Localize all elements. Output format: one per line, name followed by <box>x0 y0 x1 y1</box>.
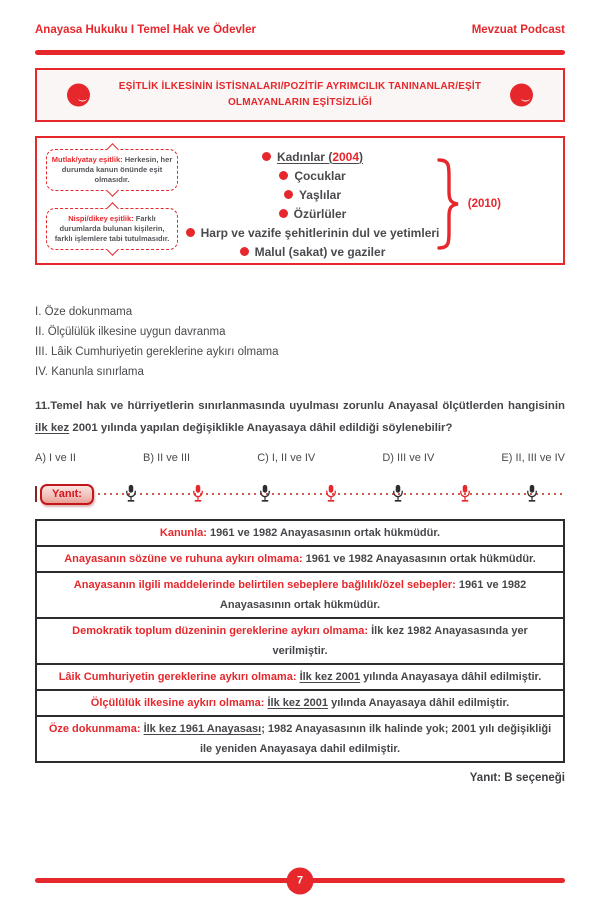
option-c: C) I, II ve IV <box>257 452 316 464</box>
summary-table <box>35 519 565 763</box>
table-row <box>37 665 563 691</box>
bullet-icon <box>279 209 288 218</box>
row-text: yılında Anayasaya dâhil edilmiştir. <box>328 697 510 709</box>
answer-options <box>35 452 565 464</box>
question-underlined-part: ilk kez <box>35 422 70 434</box>
row-label: Anayasanın sözüne ve ruhuna aykırı olmama: <box>64 553 303 565</box>
microphone-icon <box>392 484 405 504</box>
row-label: Ölçülülük ilkesine aykırı olmama: <box>90 697 265 709</box>
bubble-label: Nispi/dikey eşitlik: <box>68 214 134 223</box>
option-a: A) I ve II <box>35 452 76 464</box>
list-item <box>182 185 443 204</box>
list-item-label <box>277 150 363 164</box>
badge-accent-bar <box>35 486 37 502</box>
row-text: 1961 ve 1982 Anayasasının ortak hükmüdür. <box>302 553 536 565</box>
microphone-icon <box>458 484 471 504</box>
row-underlined: İlk kez 2001 <box>267 697 329 709</box>
list-item-label: Malul (sakat) ve gaziler <box>254 244 386 259</box>
table-row <box>37 547 563 573</box>
positive-discrimination-list <box>182 147 443 261</box>
row-label: Anayasanın ilgili maddelerinde belirtilen sebeplere bağlılık/özel sebepler: <box>73 579 456 591</box>
roman-item: IV. Kanunla sınırlama <box>35 366 144 378</box>
row-underlined: İlk kez 2001 <box>299 671 361 683</box>
table-row <box>37 619 563 665</box>
microphone-icon <box>192 484 205 504</box>
row-label: Kanunla: <box>159 527 207 539</box>
answer-dotted-line <box>98 483 565 505</box>
microphone-icon <box>325 484 338 504</box>
table-row <box>37 521 563 547</box>
list-item <box>182 242 443 261</box>
roman-item: I. Öze dokunmama <box>35 306 133 318</box>
microphone-logo-icon <box>67 84 90 107</box>
answer-badge: Yanıt: <box>40 484 94 505</box>
microphone-icon <box>258 484 271 504</box>
row-text: 1961 ve 1982 Anayasasının ortak hükmüdür. <box>219 579 527 611</box>
list-item-label: Özürlüler <box>293 206 347 221</box>
bubble-text: Farklı durumlarda bulunan kişilerin, farklı işlemlere tabi tutulmasıdır. <box>54 214 170 243</box>
microphone-logo-icon <box>510 84 533 107</box>
row-text: ; 1982 Anayasasının ilk halinde yok; 2001 yılı değişikliği ile yeniden Anayasaya dahil edilmiştir. <box>199 723 552 755</box>
option-d: D) III ve IV <box>382 452 435 464</box>
answer-divider-line <box>35 481 565 507</box>
roman-item: II. Ölçülülük ilkesine uygun davranma <box>35 326 226 338</box>
page-footer <box>35 874 565 887</box>
question-part: 11.Temel hak ve hürriyetlerin sınırlanmasında uyulması zorunlu Anayasal ölçütlerden hangisinin <box>35 400 565 412</box>
row-text: 1961 ve 1982 Anayasasının ortak hükmüdür. <box>206 527 441 539</box>
list-item-label: Yaşlılar <box>298 187 342 202</box>
row-text: İlk kez 1982 Anayasasında yer verilmiştir. <box>272 625 528 657</box>
item-text: ) <box>359 149 364 164</box>
row-label: Öze dokunmama: <box>48 723 141 735</box>
question-text <box>35 395 565 439</box>
row-text: yılında Anayasaya dâhil edilmiştir. <box>360 671 542 683</box>
row-label: Demokratik toplum düzeninin gereklerine aykırı olmama: <box>72 625 369 637</box>
table-row <box>37 573 563 619</box>
bullet-icon <box>262 152 271 161</box>
header-left-title: Anayasa Hukuku I Temel Hak ve Ödevler <box>35 24 256 36</box>
table-row <box>37 691 563 717</box>
curly-brace-icon <box>436 158 460 250</box>
bullet-icon <box>279 171 288 180</box>
option-b: B) II ve III <box>143 452 191 464</box>
section-title-box <box>35 68 565 122</box>
row-underlined: İlk kez 1961 Anayasası <box>143 723 262 735</box>
list-item <box>182 147 443 166</box>
equality-diagram <box>35 136 565 265</box>
list-item-label: Çocuklar <box>294 168 346 183</box>
question-part: 2001 yılında yapılan değişiklikle Anayasaya dâhil edildiği söylenebilir? <box>69 422 453 434</box>
option-e: E) II, III ve IV <box>501 452 565 464</box>
section-title: EŞİTLİK İLKESİNİN İSTİSNALARI/POZİTİF AYRIMCILIK TANINANLAR/EŞİT OLMAYANLARIN EŞİTSİZLİĞİ <box>118 81 482 108</box>
bubble-text: Herkesin, her durumda kanun önünde eşit olmasıdır. <box>61 155 173 184</box>
definition-bubble-absolute-equality <box>46 149 178 191</box>
microphone-icon <box>125 484 138 504</box>
bullet-icon <box>240 247 249 256</box>
item-text: Kadınlar ( <box>276 149 333 164</box>
header-right-brand: Mevzuat Podcast <box>471 24 565 36</box>
bullet-icon <box>186 228 195 237</box>
page-header <box>35 24 565 36</box>
microphone-icon <box>525 484 538 504</box>
roman-item: III. Lâik Cumhuriyetin gereklerine aykırı olmama <box>35 346 279 358</box>
header-divider <box>35 50 565 55</box>
list-item <box>182 166 443 185</box>
list-item <box>182 204 443 223</box>
page-number-badge: 7 <box>287 867 314 894</box>
roman-numeral-list <box>35 302 565 382</box>
list-item <box>182 223 443 242</box>
footer-divider <box>35 874 565 887</box>
brace-year-label: (2010) <box>467 198 501 210</box>
item-year: 2004 <box>332 149 360 164</box>
bubble-label: Mutlak/yatay eşitlik: <box>51 155 123 164</box>
table-row <box>37 717 563 761</box>
answer-note: Yanıt: B seçeneği <box>469 772 565 784</box>
row-label: Lâik Cumhuriyetin gereklerine aykırı olmama: <box>58 671 297 683</box>
bullet-icon <box>284 190 293 199</box>
definition-bubble-relative-equality <box>46 208 178 250</box>
list-item-label: Harp ve vazife şehitlerinin dul ve yetimleri <box>200 225 440 240</box>
